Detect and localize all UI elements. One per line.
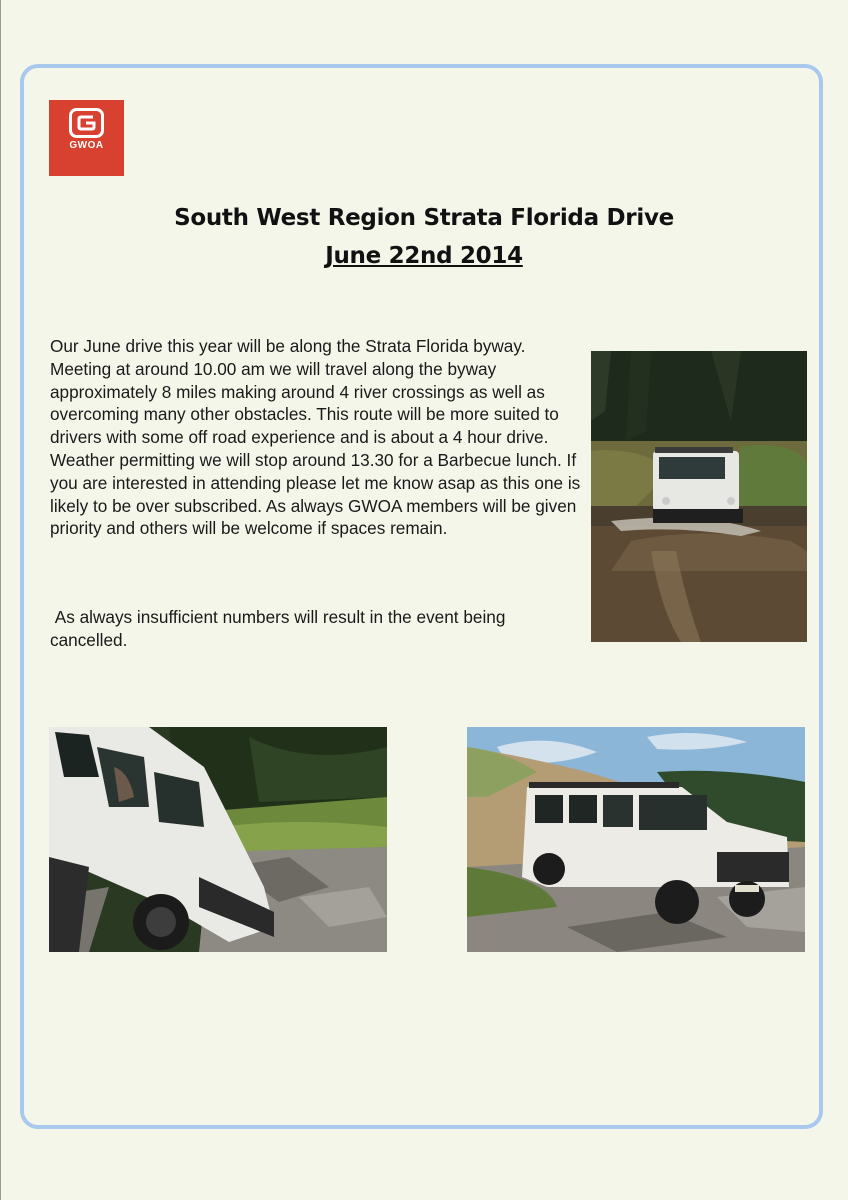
cancellation-notice: As always insufficient numbers will result in the event being cancelled.	[50, 607, 511, 650]
hillside-photo	[467, 727, 805, 952]
logo-text: GWOA	[69, 140, 104, 151]
page-title: South West Region Strata Florida Drive	[174, 205, 674, 231]
river-crossing-photo	[591, 351, 807, 642]
page-edge	[0, 0, 1, 1200]
description-paragraph	[50, 335, 582, 540]
g-logo-icon	[69, 108, 104, 138]
rock-climb-photo	[49, 727, 387, 952]
event-date: June 22nd 2014	[325, 243, 523, 269]
gwoa-logo	[49, 100, 124, 176]
paragraph-1: Our June drive this year will be along the Strata Florida byway. Meeting at around 10.00 am we will travel along the byway approximately 8 miles making around 4 river crossings as well as overcoming many other obstacles. This route will be more suited to drivers with some off road experience and is about a 4 hour drive. Weather permitting we will stop around 13.30 for a Barbecue lunch. If you are interested in attending please let me know asap as this one is likely to be over subscribed. As always GWOA members will be given priority and others will be welcome if spaces remain.	[50, 336, 581, 539]
